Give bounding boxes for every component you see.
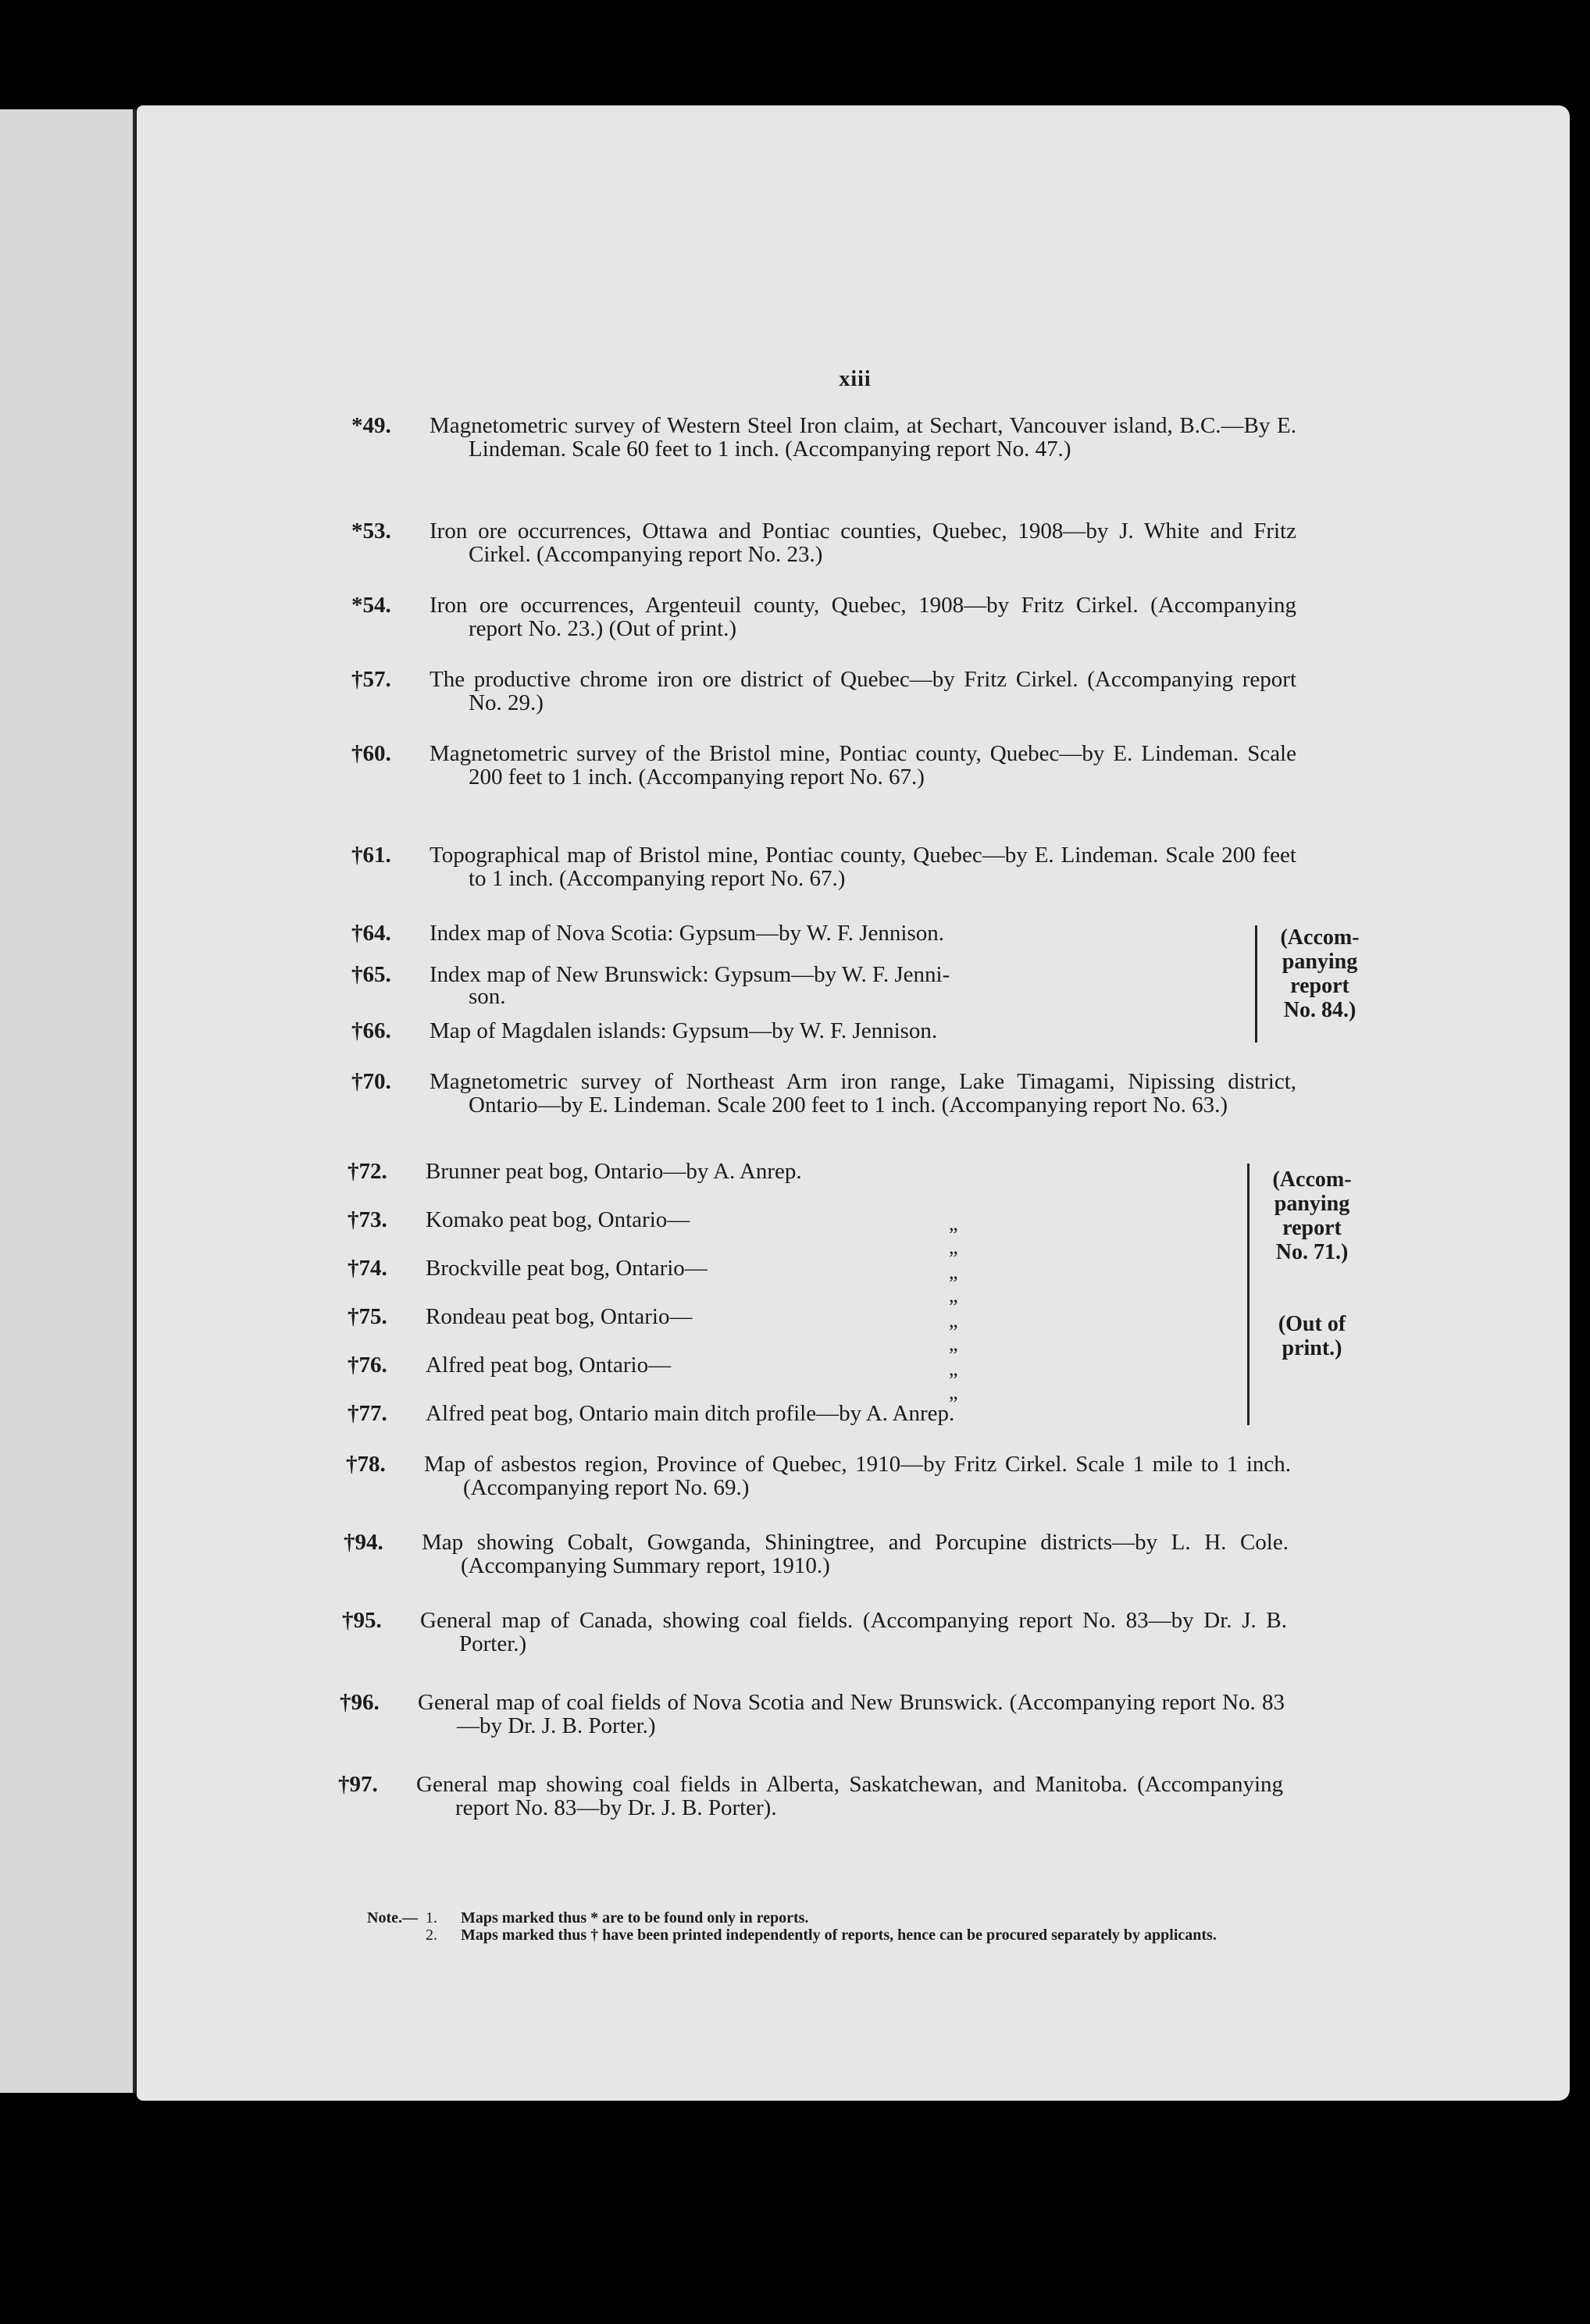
note-item: 2. Maps marked thus † have been printed independently of reports, hence can be procured separately by applicants. xyxy=(426,1927,1217,1944)
entry-text: Brunner peat bog, Ontario—by A. Anrep. xyxy=(426,1159,802,1184)
entry-text-continuation: son. xyxy=(469,984,506,1009)
group-brace xyxy=(1238,925,1257,1043)
previous-page-edge xyxy=(0,109,136,2093)
entry-text: Index map of New Brunswick: Gypsum—by W. F. Jenni- xyxy=(430,962,950,987)
entry-number: †96. xyxy=(340,1690,380,1715)
entry-text: Map of Magdalen islands: Gypsum—by W. F. Jennison. xyxy=(430,1018,938,1043)
entry-text: Magnetometric survey of the Bristol mine, Pontiac county, Quebec—by E. Lindeman. Scale 200 feet to 1 inch. (Accompanying report No. 67.) xyxy=(430,741,1296,790)
entry-number: *54. xyxy=(351,593,391,618)
entry-number: *49. xyxy=(351,413,391,438)
entry-text: Alfred peat bog, Ontario main ditch profile—by A. Anrep. xyxy=(426,1401,955,1426)
entry-text: Magnetometric survey of Northeast Arm iron range, Lake Timagami, Nipissing district, Ontario—by E. Lindeman. Scale 200 feet to 1 inch. (Accompanying report No. 63.) xyxy=(430,1069,1296,1117)
ditto-marks: „ „ xyxy=(949,1309,958,1355)
entry-text: Brockville peat bog, Ontario— xyxy=(426,1256,708,1281)
entry-text: Map showing Cobalt, Gowganda, Shiningtree, and Porcupine districts—by L. H. Cole. (Accompanying Summary report, 1910.) xyxy=(422,1530,1289,1578)
group-brace xyxy=(1230,1164,1250,1425)
entry-text: Map of asbestos region, Province of Quebec, 1910—by Fritz Cirkel. Scale 1 mile to 1 inch. (Accompanying report No. 69.) xyxy=(424,1452,1291,1500)
entry-number: †57. xyxy=(351,667,391,692)
entry-text: Rondeau peat bog, Ontario— xyxy=(426,1304,693,1329)
entry-text: Iron ore occurrences, Ottawa and Pontiac counties, Quebec, 1908—by J. White and Fritz Cirkel. (Accompanying report No. 23.) xyxy=(430,519,1296,567)
group-side-note: (Accom- panying report No. 71.) xyxy=(1272,1167,1352,1264)
group-side-note-out-of-print: (Out of print.) xyxy=(1278,1312,1346,1360)
note-item: 1. Maps marked thus * are to be found only in reports. xyxy=(426,1909,809,1927)
entry-number: †65. xyxy=(351,962,391,987)
entry-number: †72. xyxy=(348,1159,387,1184)
entry-number: †94. xyxy=(344,1530,383,1555)
group-side-note: (Accom- panying report No. 84.) xyxy=(1280,925,1360,1022)
ditto-marks: „ „ xyxy=(949,1212,958,1258)
entry-number: †75. xyxy=(348,1304,387,1329)
entry-number: †70. xyxy=(351,1069,391,1094)
entry-number: †64. xyxy=(351,921,391,946)
entry-text: The productive chrome iron ore district of Quebec—by Fritz Cirkel. (Accompanying report No. 29.) xyxy=(430,667,1296,715)
document-page xyxy=(137,105,1570,2101)
entry-number: †77. xyxy=(348,1401,387,1426)
entry-text: General map of Canada, showing coal fields. (Accompanying report No. 83—by Dr. J. B. Porter.) xyxy=(420,1608,1287,1656)
entry-number: †73. xyxy=(348,1207,387,1232)
entry-number: †66. xyxy=(351,1018,391,1043)
entry-text: Komako peat bog, Ontario— xyxy=(426,1207,690,1232)
entry-number: †95. xyxy=(342,1608,382,1633)
entry-text: Iron ore occurrences, Argenteuil county, Quebec, 1908—by Fritz Cirkel. (Accompanying report No. 23.) (Out of print.) xyxy=(430,593,1296,641)
entry-text: Index map of Nova Scotia: Gypsum—by W. F. Jennison. xyxy=(430,921,944,946)
entry-number: †78. xyxy=(346,1452,386,1477)
entry-number: †60. xyxy=(351,741,391,766)
entry-text: Topographical map of Bristol mine, Pontiac county, Quebec—by E. Lindeman. Scale 200 feet to 1 inch. (Accompanying report No. 67.) xyxy=(430,843,1296,891)
entry-text: General map of coal fields of Nova Scotia and New Brunswick. (Accompanying report No. 83—by Dr. J. B. Porter.) xyxy=(418,1690,1285,1738)
entry-number: †97. xyxy=(338,1772,378,1797)
ditto-marks: „ „ xyxy=(949,1260,958,1306)
entry-text: General map showing coal fields in Alberta, Saskatchewan, and Manitoba. (Accompanying report No. 83—by Dr. J. B. Porter). xyxy=(416,1772,1283,1820)
note-label: Note.— xyxy=(367,1909,418,1927)
entry-number: †74. xyxy=(348,1256,387,1281)
entry-number: *53. xyxy=(351,519,391,544)
entry-number: †61. xyxy=(351,843,391,868)
ditto-marks: „ „ xyxy=(949,1357,958,1403)
entry-number: †76. xyxy=(348,1353,387,1378)
page-content xyxy=(137,105,1570,2101)
entry-text: Alfred peat bog, Ontario— xyxy=(426,1353,672,1378)
page-number: xiii xyxy=(839,367,872,391)
entry-text: Magnetometric survey of Western Steel Iron claim, at Sechart, Vancouver island, B.C.—By E. Lindeman. Scale 60 feet to 1 inch. (Accompanying report No. 47.) xyxy=(430,413,1296,462)
